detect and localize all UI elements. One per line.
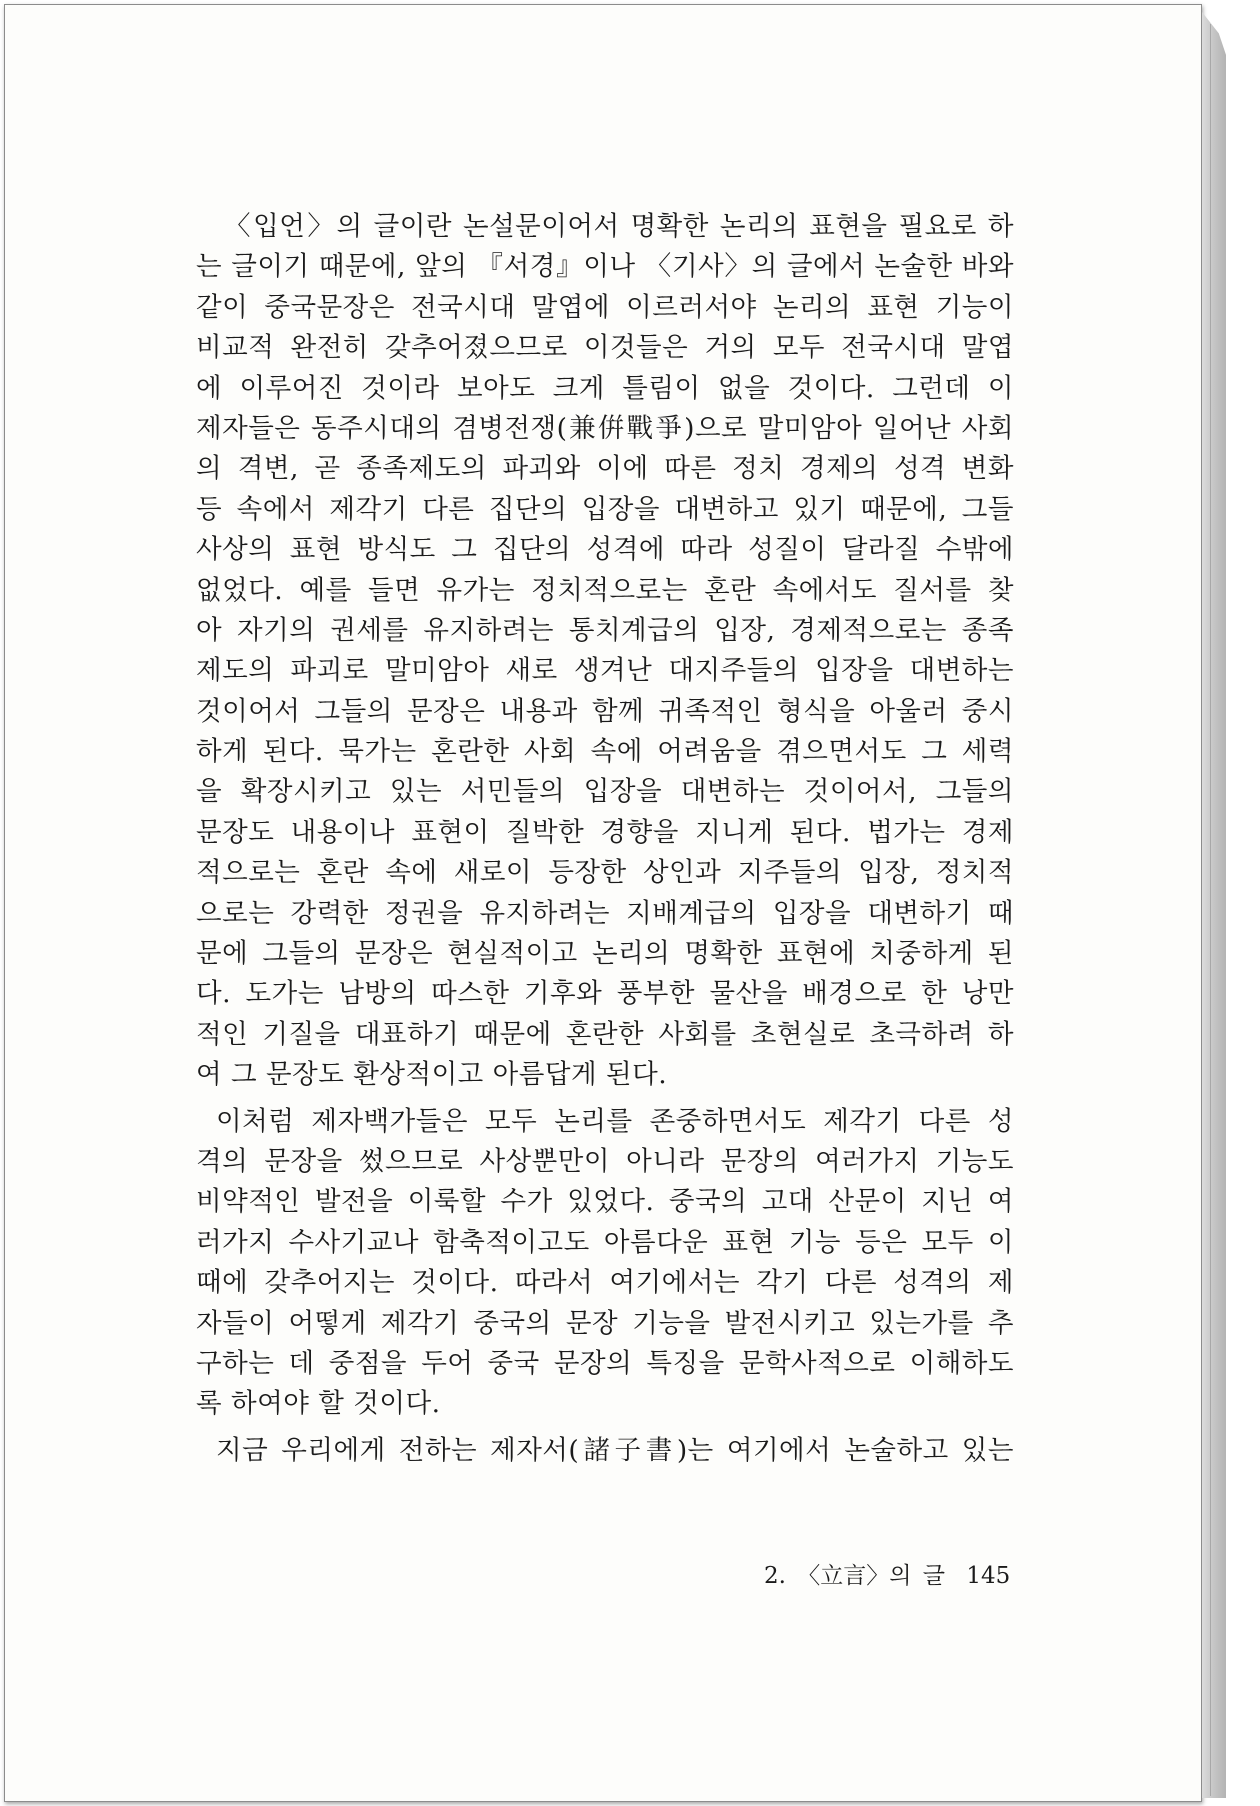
text-line: 없었다. 예를 들면 유가는 정치적으로는 혼란 속에서도 질서를 찾 (196, 574, 1014, 606)
text-line: 사상의 표현 방식도 그 집단의 성격에 따라 성질이 달라질 수밖에 (196, 534, 1014, 566)
text-line: 는 글이기 때문에, 앞의 『서경』이나 〈기사〉의 글에서 논술한 바와 (196, 251, 1014, 283)
text-line: 아 자기의 권세를 유지하려는 통치계급의 입장, 경제적으로는 종족 (196, 614, 1014, 646)
text-line: 적으로는 혼란 속에 새로이 등장한 상인과 지주들의 입장, 정치적 (196, 857, 1014, 889)
running-title: 2. 〈立言〉의 글 (764, 1563, 946, 1589)
page-edge (1201, 4, 1202, 1800)
text-line: 하게 된다. 묵가는 혼란한 사회 속에 어려움을 겪으면서도 그 세력 (196, 736, 1014, 768)
text-line: 자들이 어떻게 제각기 중국의 문장 기능을 발전시키고 있는가를 추 (196, 1307, 1014, 1339)
text-line: 러가지 수사기교나 함축적이고도 아름다운 표현 기능 등은 모두 이 (196, 1226, 1014, 1258)
text-line: 〈입언〉의 글이란 논설문이어서 명확한 논리의 표현을 필요로 하 (224, 211, 1014, 242)
text-line: 문장도 내용이나 표현이 질박한 경향을 지니게 된다. 법가는 경제 (196, 816, 1014, 848)
text-line: 문에 그들의 문장은 현실적이고 논리의 명확한 표현에 치중하게 된 (196, 938, 1014, 970)
text-line: 비교적 완전히 갖추어졌으므로 이것들은 거의 모두 전국시대 말엽 (196, 332, 1014, 364)
text-line: 적인 기질을 대표하기 때문에 혼란한 사회를 초현실로 초극하려 하 (196, 1018, 1014, 1050)
text-line: 을 확장시키고 있는 서민들의 입장을 대변하는 것이어서, 그들의 (196, 776, 1014, 808)
text-line: 이처럼 제자백가들은 모두 논리를 존중하면서도 제각기 다른 성 (216, 1105, 1014, 1137)
text-line: 지금 우리에게 전하는 제자서(諸子書)는 여기에서 논술하고 있는 (216, 1434, 1014, 1466)
text-line: 에 이루어진 것이라 보아도 크게 틀림이 없을 것이다. 그런데 이 (196, 372, 1014, 404)
text-line: 격의 문장을 썼으므로 사상뿐만이 아니라 문장의 여러가지 기능도 (196, 1145, 1014, 1177)
page-stack-line (1210, 24, 1211, 1796)
text-line: 구하는 데 중점을 두어 중국 문장의 특징을 문학사적으로 이해하도 (196, 1347, 1014, 1379)
text-line: 여 그 문장도 환상적이고 아름답게 된다. (196, 1059, 668, 1091)
body-text (196, 207, 1014, 1471)
text-line: 것이어서 그들의 문장은 내용과 함께 귀족적인 형식을 아울러 중시 (196, 695, 1014, 727)
page-stack-edge (1202, 12, 1226, 1798)
text-line: 비약적인 발전을 이룩할 수가 있었다. 중국의 고대 산문이 지닌 여 (196, 1186, 1014, 1218)
text-line: 등 속에서 제각기 다른 집단의 입장을 대변하고 있기 때문에, 그들 (196, 493, 1014, 525)
text-line: 으로는 강력한 정권을 유지하려는 지배계급의 입장을 대변하기 때 (196, 897, 1014, 929)
page-footer (764, 1557, 1010, 1590)
text-line: 제도의 파괴로 말미암아 새로 생겨난 대지주들의 입장을 대변하는 (196, 655, 1014, 687)
text-line: 록 하여야 할 것이다. (196, 1388, 441, 1420)
text-line: 다. 도가는 남방의 따스한 기후와 풍부한 물산을 배경으로 한 낭만 (196, 978, 1014, 1010)
text-line: 제자들은 동주시대의 겸병전쟁(兼倂戰爭)으로 말미암아 일어난 사회 (196, 412, 1014, 444)
text-line: 같이 중국문장은 전국시대 말엽에 이르러서야 논리의 표현 기능이 (196, 291, 1014, 323)
page-number: 145 (966, 1563, 1011, 1589)
text-line: 때에 갖추어지는 것이다. 따라서 여기에서는 각기 다른 성격의 제 (196, 1267, 1014, 1299)
text-line: 의 격변, 곧 종족제도의 파괴와 이에 따른 정치 경제의 성격 변화 (196, 453, 1014, 485)
